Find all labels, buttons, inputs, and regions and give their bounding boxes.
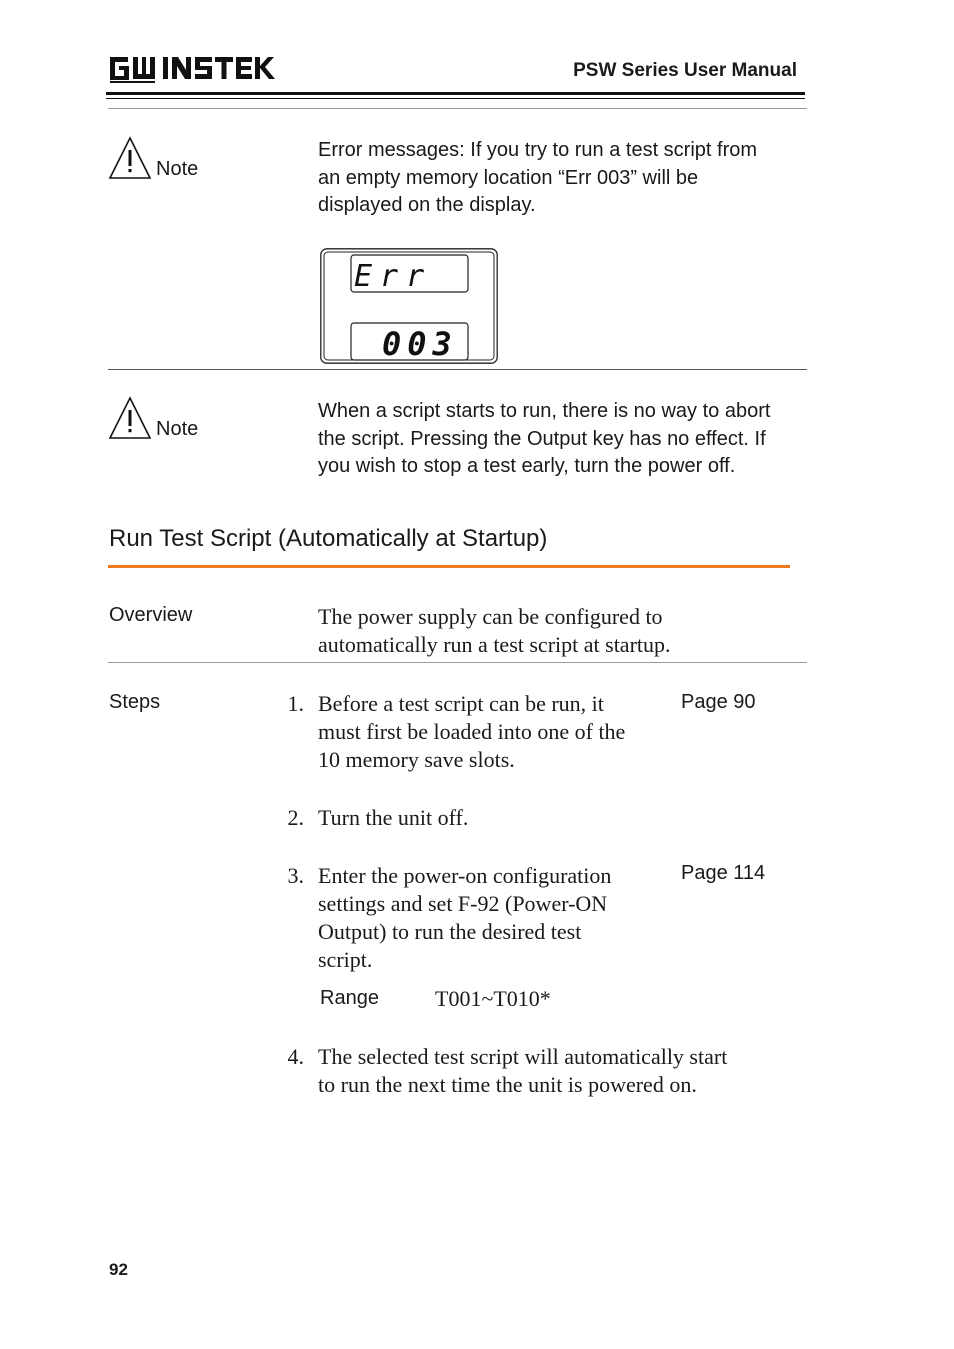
range-value: T001~T010*	[435, 986, 551, 1011]
header-rule-thin	[106, 98, 805, 99]
error-display	[320, 248, 498, 364]
divider	[108, 369, 807, 370]
page-reference[interactable]: Page 114	[681, 862, 766, 884]
page-reference[interactable]: Page 90	[681, 691, 756, 713]
step-text	[318, 1043, 798, 1099]
step-text	[318, 862, 678, 974]
step-number: 1.	[287, 691, 304, 716]
range-label: Range	[320, 987, 379, 1009]
step-line: must first be loaded into one of the	[318, 719, 626, 744]
manual-title: PSW Series User Manual	[573, 60, 797, 81]
step-line: Output) to run the desired test	[318, 919, 582, 944]
header-rule	[106, 92, 805, 95]
divider	[108, 108, 807, 109]
note-line: displayed on the display.	[318, 194, 536, 216]
note-line: the script. Pressing the Output key has no effect. If	[318, 427, 766, 450]
note-text	[318, 137, 808, 220]
note-label: Note	[156, 418, 199, 440]
display-bottom-text: 003	[382, 325, 458, 363]
divider	[108, 662, 807, 663]
warning-icon	[108, 396, 152, 440]
step-number: 3.	[287, 863, 304, 888]
step-line: Before a test script can be run, it	[318, 691, 604, 716]
note-line: you wish to stop a test early, turn the power off.	[318, 455, 736, 477]
warning-icon	[108, 136, 152, 180]
note-line: When a script starts to run, there is no way to abort	[318, 400, 771, 422]
page-number: 92	[109, 1260, 128, 1279]
step-line: script.	[318, 947, 373, 972]
overview-label: Overview	[109, 604, 193, 626]
gw-instek-logo	[108, 54, 278, 84]
step-line: to run the next time the unit is powered on.	[318, 1072, 697, 1097]
overview-line: automatically run a test script at startup.	[318, 632, 671, 657]
step-line: Turn the unit off.	[318, 805, 469, 830]
note-text	[318, 398, 808, 481]
step-line: The selected test script will automatically start	[318, 1044, 728, 1069]
note-line: Error messages: If you try to run a test script from	[318, 139, 758, 161]
section-rule	[108, 565, 790, 568]
step-number: 4.	[287, 1044, 304, 1069]
section-title: Run Test Script (Automatically at Startup)	[109, 525, 548, 552]
step-number: 2.	[287, 805, 304, 830]
steps-label: Steps	[109, 691, 161, 713]
note-line: an empty memory location “Err 003” will be	[318, 166, 699, 189]
step-line: Enter the power-on configuration	[318, 863, 612, 888]
step-line: settings and set F-92 (Power-ON	[318, 891, 608, 916]
step-text	[318, 804, 678, 832]
overview-line: The power supply can be configured to	[318, 604, 663, 629]
step-text	[318, 690, 678, 774]
overview-text	[318, 603, 798, 659]
note-label: Note	[156, 158, 199, 180]
display-top-text: Err	[354, 259, 433, 294]
step-line: 10 memory save slots.	[318, 747, 515, 772]
